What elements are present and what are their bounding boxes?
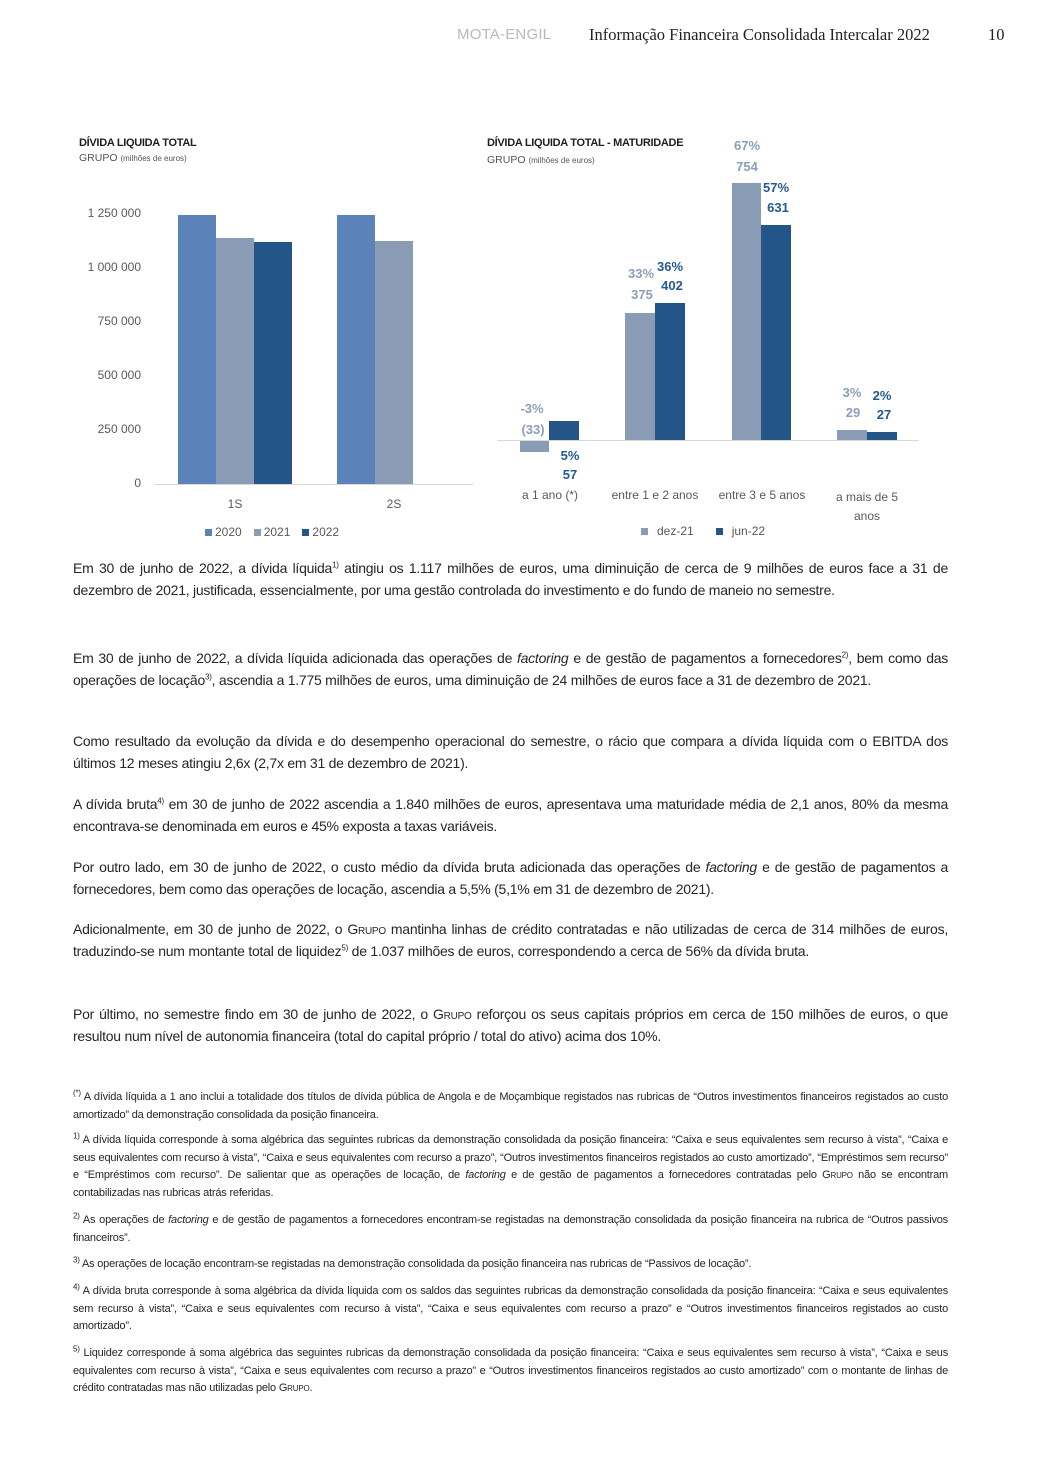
paragraph-gross-debt: A dívida bruta$^{4)}$ em 30 de junho de 2022 ascendia a 1.840 milhões de euros, apresentava uma maturidade média de 2,1 anos, 80% da mesma encontrava-se denominada em euros e 45% exposta a taxas variáveis.: [73, 796, 948, 834]
footnote-star: (*) A dívida líquida a 1 ano inclui a totalidade dos títulos de dívida pública de Angola e de Moçambique registados nas rubricas de “Outros investimentos financeiros registados ao custo amortizado” da demonstração consolidada da posição financeira.: [73, 1088, 948, 1121]
data-label-pct: 33%: [627, 266, 655, 281]
page-number: 10: [988, 25, 1005, 44]
legend-label: 2020: [215, 525, 242, 539]
y-tick: 500 000: [97, 368, 141, 382]
footnote-2: $^{2)}$ As operações de factoring e de gestão de pagamentos a fornecedores encontram-se registadas na demonstração consolidada da posição financeira na rubrica de “Outros passivos financeiros”.: [73, 1211, 948, 1244]
y-tick: 250 000: [97, 422, 141, 436]
footnote-5: $^{5)}$ Liquidez corresponde à soma algébrica das seguintes rubricas da demonstração consolidada da posição financeira: “Caixa e seus equivalentes sem recurso à vista”, “Caixa e seus equivalentes com recurso à vista”, “Caixa e seus equivalentes com recurso a prazo” e “Outros investimentos financeiros registados ao custo amortizado” com o montante de linhas de crédito contratadas mas não utilizadas pelo Grupo.: [73, 1344, 948, 1394]
data-label-value: 402: [661, 278, 683, 293]
footnote-3: $^{3)}$ As operações de locação encontram-se registadas na demonstração consolidada da posição financeira nas rubricas de “Passivos de locação”.: [73, 1255, 752, 1270]
legend-swatch-icon: [302, 529, 309, 536]
data-label-pct: -3%: [520, 401, 544, 416]
y-tick: 0: [134, 476, 141, 490]
footnote-4: $^{4)}$ A dívida bruta corresponde à soma algébrica da dívida líquida com os saldos das seguintes rubricas da demonstração consolidada da posição financeira: “Caixa e seus equivalentes sem recurso à vista”, “Caixa e seus equivalentes com recurso à vista”, “Caixa e seus equivalentes com recurso a prazo” e “Outros investimentos financeiros registados ao custo amortizado”.: [73, 1282, 948, 1332]
data-label-value: 27: [876, 407, 892, 422]
legend-label: dez-21: [657, 524, 694, 538]
chart-legend: [205, 525, 345, 539]
legend-swatch-icon: [716, 528, 723, 535]
legend-item-2021: [254, 525, 291, 539]
bar-5y-plus-dez21: [837, 430, 867, 440]
x-tick: a 1 ano (*): [521, 488, 579, 502]
legend-swatch-icon: [641, 528, 648, 535]
data-label-value: (33): [521, 422, 545, 437]
bar-1s-2021: [216, 238, 254, 484]
footnote-ref: 1): [332, 560, 339, 570]
bar-1s-2022: [254, 242, 292, 484]
subtitle-units: (milhões de euros): [120, 154, 187, 163]
footnote-1: $^{1)}$ A dívida líquida corresponde à soma algébrica das seguintes rubricas da demonstração consolidada da posição financeira: “Caixa e seus equivalentes sem recurso à vista”, “Caixa e seus equivalentes com recurso à vista”, “Caixa e seus equivalentes com recurso a prazo”, “Outros investimentos financeiros registados ao custo amortizado”, “Empréstimos sem recurso” e “Empréstimos com recurso”. De salientar que as operações de locação, de factoring e de gestão de pagamentos a fornecedores contratadas pelo Grupo não se encontram contabilizadas nas rubricas atrás referidas.: [73, 1131, 948, 1199]
data-label-pct: 67%: [733, 138, 761, 153]
paragraph-equity: Por último, no semestre findo em 30 de junho de 2022, o Grupo reforçou os seus capitais próprios em cerca de 150 milhões de euros, o que resultou num nível de autonomia financeira (total do capital próprio / total do ativo) acima dos 10%.: [73, 1006, 948, 1044]
data-label-value: 57: [562, 467, 578, 482]
x-tick: entre 1 e 2 anos: [611, 488, 699, 502]
data-label-pct: 36%: [656, 259, 684, 274]
chart-subtitle: [79, 152, 187, 164]
paragraph-liquidity: Adicionalmente, em 30 de junho de 2022, o Grupo mantinha linhas de crédito contratadas e não utilizadas de cerca de 314 milhões de euros, traduzindo-se num montante total de liquidez$^{5)}$ de 1.037 milhões de euros, correspondendo a cerca de 56% da dívida bruta.: [73, 921, 948, 959]
bar-3to5y-dez21: [732, 183, 761, 440]
x-axis-line: [497, 440, 919, 441]
bar-1to2y-dez21: [625, 313, 655, 440]
x-tick: 2S: [386, 497, 402, 511]
legend-label: 2022: [312, 525, 340, 539]
legend-item-jun22: [716, 524, 765, 538]
legend-item-dez21: [641, 524, 694, 538]
y-tick: 750 000: [97, 314, 141, 328]
chart-title: DÍVIDA LIQUIDA TOTAL - MATURIDADE: [487, 137, 684, 149]
chart-legend: [641, 524, 771, 538]
footnote-ref: 4): [157, 796, 164, 806]
data-label-pct: 2%: [872, 388, 892, 403]
y-tick: 1 000 000: [87, 260, 141, 274]
legend-label: jun-22: [731, 524, 766, 538]
chart-subtitle: [487, 154, 595, 166]
paragraph-net-debt: Em 30 de junho de 2022, a dívida líquida$^{1)}$ atingiu os 1.117 milhões de euros, uma diminuição de cerca de 9 milhões de euros face a 31 de dezembro de 2021, justificada, essencialmente, por uma gestão controlada do investimento e do fundo de maneio no semestre.: [73, 560, 948, 598]
data-label-value: 631: [767, 200, 789, 215]
paragraph-average-cost: Por outro lado, em 30 de junho de 2022, o custo médio da dívida bruta adicionada das operações de factoring e de gestão de pagamentos a fornecedores, bem como das operações de locação, ascendia a 5,5% (5,1% em 31 de dezembro de 2021).: [73, 859, 948, 897]
x-axis-line: [155, 484, 473, 485]
chart-title: DÍVIDA LIQUIDA TOTAL: [79, 137, 197, 149]
legend-swatch-icon: [254, 529, 261, 536]
legend-label: 2021: [263, 525, 291, 539]
x-tick: a mais de 5 anos: [835, 490, 899, 523]
legend-item-2022: [302, 525, 339, 539]
bar-5y-plus-jun22: [867, 432, 897, 440]
data-label-pct: 5%: [560, 448, 580, 463]
legend-swatch-icon: [205, 529, 212, 536]
subtitle-main: GRUPO: [487, 154, 526, 166]
company-logo: MOTA-ENGIL: [457, 26, 552, 43]
bar-1to2y-jun22: [655, 303, 685, 440]
bar-3to5y-jun22: [761, 225, 791, 440]
x-tick: 1S: [227, 497, 243, 511]
document-title: Informação Financeira Consolidada Intercalar 2022: [589, 25, 930, 44]
legend-item-2020: [205, 525, 242, 539]
bar-2s-2020: [337, 215, 375, 484]
footnote-ref: 3): [205, 671, 212, 681]
bar-1s-2020: [178, 215, 216, 484]
x-tick: entre 3 e 5 anos: [718, 488, 806, 502]
data-label-pct: 3%: [842, 385, 862, 400]
paragraph-net-debt-adjusted: Em 30 de junho de 2022, a dívida líquida adicionada das operações de factoring e de gestão de pagamentos a fornecedores$^{2)}$, bem como das operações de locação$^{3)}$, ascendia a 1.775 milhões de euros, uma diminuição de 24 milhões de euros face a 31 de dezembro de 2021.: [73, 650, 949, 688]
paragraph-ebitda-ratio: Como resultado da evolução da dívida e do desempenho operacional do semestre, o rácio que compara a dívida líquida com o EBITDA dos últimos 12 meses atingiu 2,6x (2,7x em 31 de dezembro de 2021).: [73, 733, 948, 771]
data-label-value: 29: [845, 405, 861, 420]
data-label-pct: 57%: [762, 180, 790, 195]
subtitle-units: (milhões de euros): [528, 156, 595, 165]
data-label-value: 754: [736, 159, 758, 174]
data-label-value: 375: [631, 287, 653, 302]
y-tick: 1 250 000: [87, 206, 141, 220]
footnote-ref: 2): [841, 650, 849, 660]
bar-2s-2021: [375, 241, 413, 484]
subtitle-main: GRUPO: [79, 152, 118, 164]
footnote-ref: 5): [341, 942, 349, 952]
